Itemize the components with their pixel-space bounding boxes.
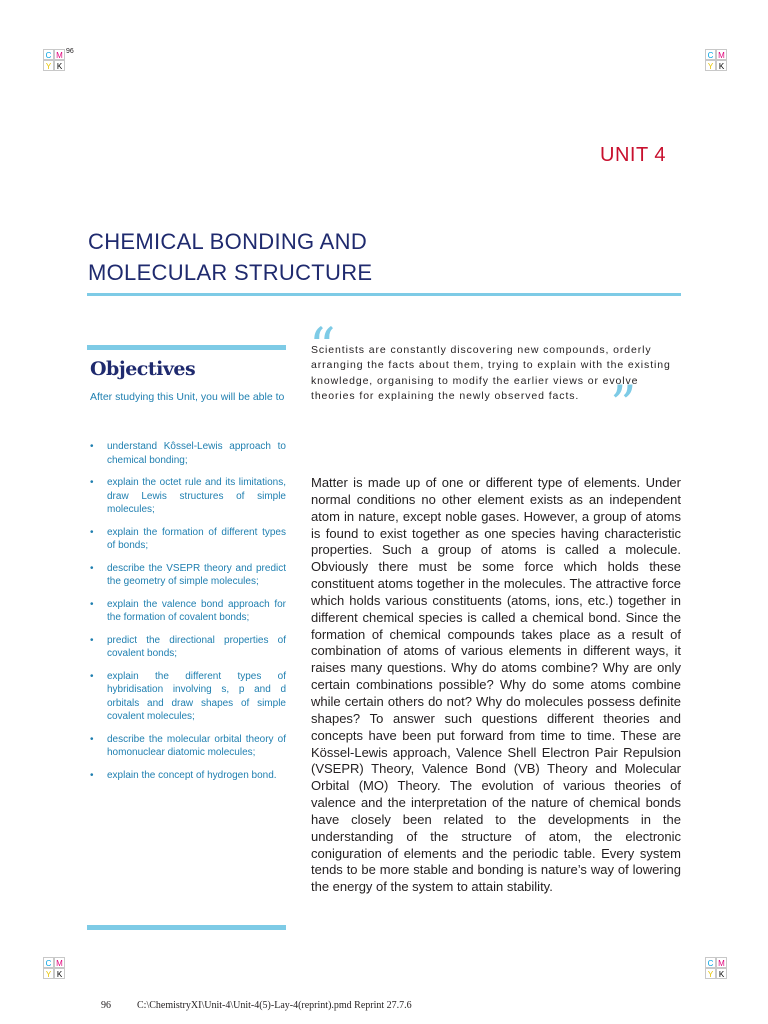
chapter-title-line-1: CHEMICAL BONDING AND — [88, 229, 368, 254]
bullet-icon: • — [90, 670, 94, 682]
small-page-number: 96 — [66, 48, 74, 55]
reg-y: Y — [43, 968, 54, 979]
reg-y: Y — [705, 968, 716, 979]
objective-text: describe the molecular orbital theory of homonuclear diatomic molecules; — [107, 733, 286, 758]
objectives-intro: After studying this Unit, you will be able to — [90, 391, 285, 403]
objective-item — [90, 476, 286, 517]
epigraph-quote: Scientists are constantly discovering new compounds, orderly arranging the facts about them, trying to explain with the existing knowledge, organising to modify the earlier views or evolve theories for explaining the newly observed facts. — [311, 344, 671, 402]
bullet-icon: • — [90, 634, 94, 646]
reg-y: Y — [705, 60, 716, 71]
bullet-icon: • — [90, 598, 94, 610]
objectives-heading: Objectives — [90, 358, 196, 380]
registration-mark-top-left — [43, 49, 65, 71]
objective-text: predict the directional properties of covalent bonds; — [107, 634, 286, 659]
registration-mark-bottom-right — [705, 957, 727, 979]
objective-text: explain the formation of different types of bonds; — [107, 526, 286, 551]
open-quote-icon: “ — [309, 318, 336, 378]
reg-k: K — [54, 968, 65, 979]
registration-mark-top-right — [705, 49, 727, 71]
reg-k: K — [716, 60, 727, 71]
reg-c: C — [43, 49, 54, 60]
reg-m: M — [54, 957, 65, 968]
objective-item — [90, 670, 286, 724]
objective-item — [90, 598, 286, 625]
chapter-title-line-2: MOLECULAR STRUCTURE — [88, 260, 373, 285]
intro-paragraph: Matter is made up of one or different type of elements. Under normal conditions no other element exists as an independent atom in nature, except noble gases. However, a group of atoms is found to exist together as one species having characteristic properties. Such a group of atoms is called a molecule. Obviously there must be some force which holds these constituent atoms together in the molecules. The attractive force which holds various constituents (atoms, ions, etc.) together in different chemical species is called a chemical bond. Since the formation of chemical compounds takes place as a result of combination of atoms of various elements in different ways, it raises many questions. Why do atoms combine? Why are only certain combinations possible? Why do some atoms combine while certain others do not? Why do molecules possess definite shapes? To answer such questions different theories and concepts have been put forward from time to time. These are Kössel-Lewis approach, Valence Shell Electron Pair Repulsion (VSEPR) Theory, Valence Bond (VB) Theory and Molecular Orbital (MO) Theory. The evolution of various theories of valence and the interpretation of the nature of chemical bonds have closely been related to the developments in the understanding of the structure of atom, the electronic coniguration of elements and the periodic table. Every system tends to be more stable and bonding is nature’s way of lowering the energy of the system to attain stability. — [311, 475, 681, 895]
objective-text: explain the valence bond approach for the formation of covalent bonds; — [107, 598, 286, 623]
reg-k: K — [716, 968, 727, 979]
reg-c: C — [43, 957, 54, 968]
bullet-icon: • — [90, 477, 94, 488]
reg-y: Y — [43, 60, 54, 71]
objective-item — [90, 733, 286, 760]
footer-file-path: C:\ChemistryXI\Unit-4\Unit-4(5)-Lay-4(reprint).pmd Reprint 27.7.6 — [137, 1000, 412, 1011]
objective-item — [90, 634, 286, 661]
registration-mark-bottom-left — [43, 957, 65, 979]
title-divider — [87, 293, 681, 296]
objective-item — [90, 562, 286, 589]
reg-m: M — [716, 957, 727, 968]
objective-text: describe the VSEPR theory and predict the geometry of simple molecules; — [107, 562, 286, 587]
objective-text: explain the different types of hybridisation involving s, p and d orbitals and draw shapes of simple covalent molecules; — [107, 670, 286, 722]
reg-c: C — [705, 957, 716, 968]
close-quote-icon: ” — [610, 376, 637, 436]
reg-m: M — [54, 49, 65, 60]
objective-item — [90, 769, 286, 783]
objective-item — [90, 440, 286, 467]
bullet-icon: • — [90, 562, 94, 574]
bullet-icon: • — [90, 769, 94, 781]
bullet-icon: • — [90, 733, 94, 745]
unit-label: UNIT 4 — [600, 144, 666, 166]
objectives-list — [90, 440, 286, 791]
objectives-bottom-rule — [87, 925, 286, 930]
reg-c: C — [705, 49, 716, 60]
bullet-icon: • — [90, 526, 94, 538]
objective-text: explain the concept of hydrogen bond. — [107, 769, 277, 781]
objective-text: understand Kôssel-Lewis approach to chemical bonding; — [107, 441, 286, 466]
chapter-title — [88, 226, 648, 288]
footer-page-number: 96 — [101, 1000, 111, 1011]
objective-item — [90, 526, 286, 553]
objective-text: explain the octet rule and its limitations, draw Lewis structures of simple molecules; — [107, 477, 286, 515]
reg-k: K — [54, 60, 65, 71]
objectives-top-rule — [87, 345, 286, 350]
page-footer — [101, 1000, 412, 1011]
reg-m: M — [716, 49, 727, 60]
bullet-icon: • — [90, 441, 94, 452]
